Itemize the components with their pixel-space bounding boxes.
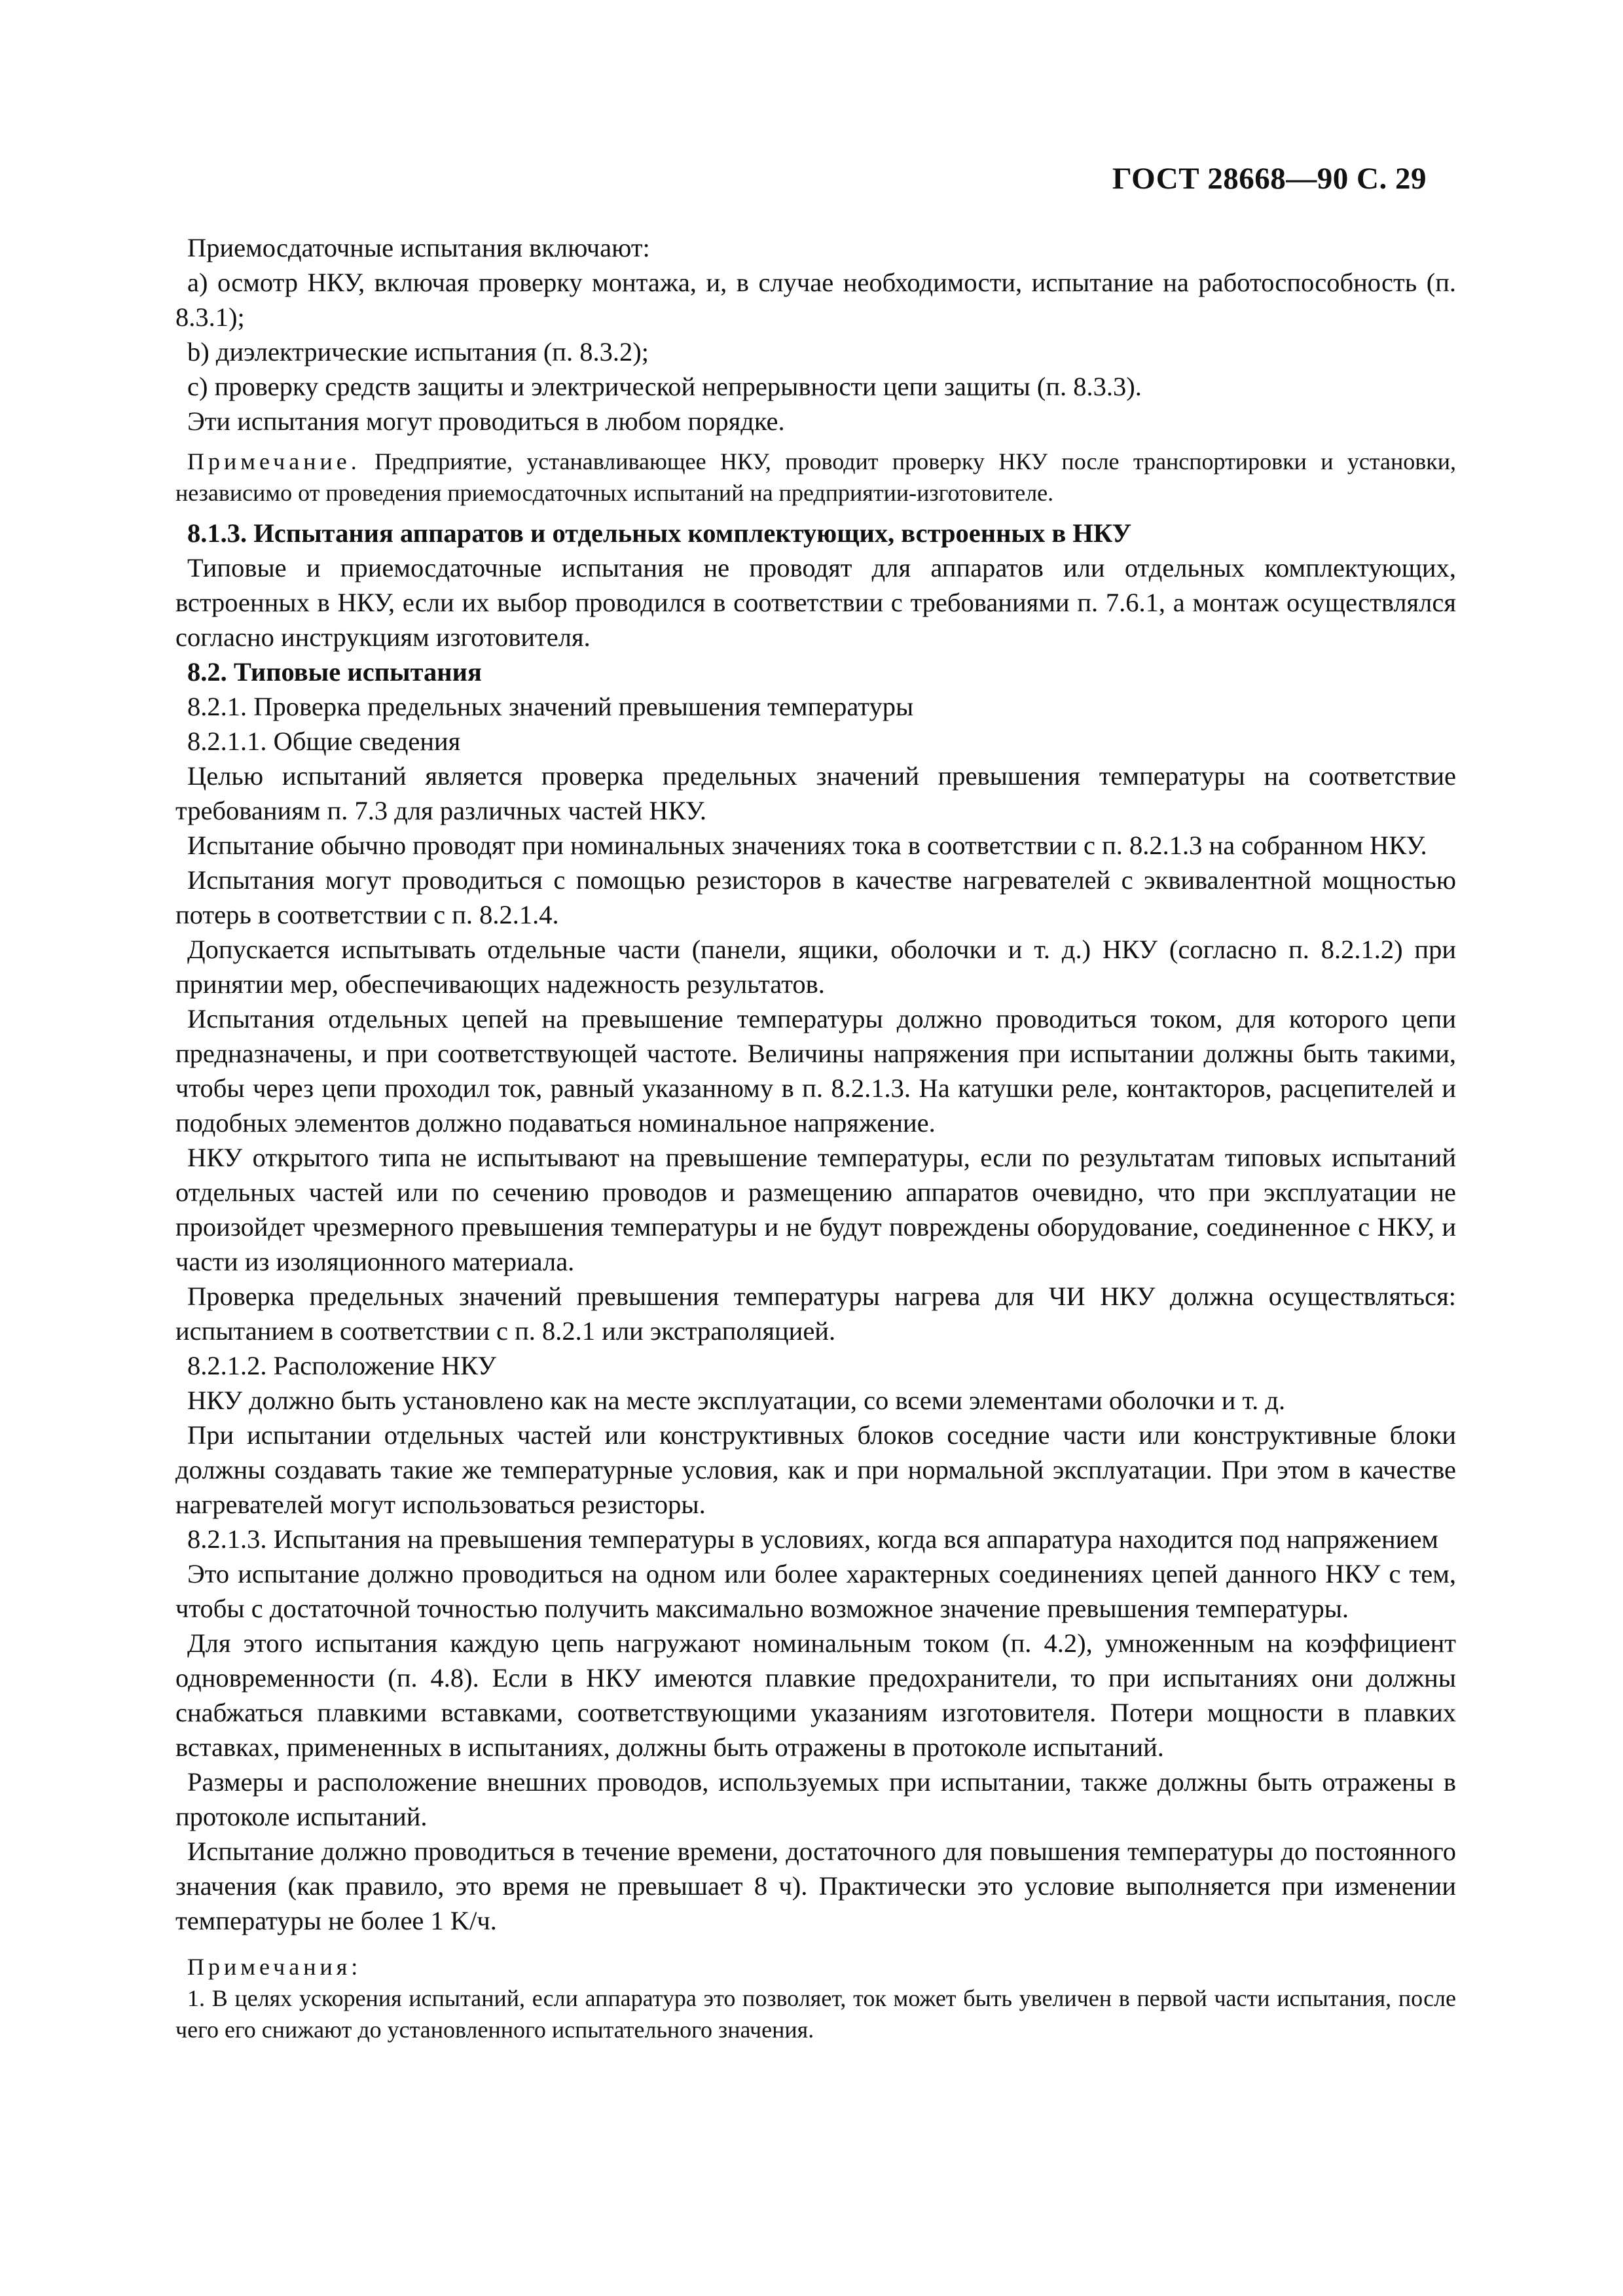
paragraph: НКУ открытого типа не испытывают на превышение температуры, если по результатам типовых испытаний отдельных частей или по сечению проводов и размещению аппаратов очевидно, что при эксплуатации не произойдет чрезмерного превышения температуры и не будут повреждены оборудование, соединенное с НКУ, и части из изоляционного материала. xyxy=(175,1143,1456,1276)
paragraph: НКУ должно быть установлено как на месте эксплуатации, со всеми элементами оболочки и т. д. xyxy=(187,1386,1286,1415)
paragraph: Типовые и приемосдаточные испытания не проводят для аппаратов или отдельных комплектующих, встроенных в НКУ, если их выбор проводился в соответствии с требованиями п. 7.6.1, а монтаж осуществлялся согласно инструкциям изготовителя. xyxy=(175,553,1456,652)
paragraph: Для этого испытания каждую цепь нагружают номинальным током (п. 4.2), умноженным на коэффициент одновременности (п. 4.8). Если в НКУ имеются плавкие предохранители, то при испытаниях они должны снабжаться плавкими вставками, соответствующими указаниям изготовителя. Потери мощности в плавких вставках, примененных в испытаниях, должны быть отражены в протоколе испытаний. xyxy=(175,1628,1456,1762)
section-heading-8-2: 8.2. Типовые испытания xyxy=(187,657,482,687)
note-item: 1. В целях ускорения испытаний, если аппаратура это позволяет, ток может быть увеличен в первой части испытания, после чего его снижают до установленного испытательного значения. xyxy=(175,1985,1456,2043)
note-label: Примечание. xyxy=(187,448,361,475)
page-content xyxy=(175,230,1456,2045)
paragraph: Испытание должно проводиться в течение времени, достаточного для повышения температуры до постоянного значения (как правило, это время не превышает 8 ч). Практически это условие выполняется при изменении температуры не более 1 K/ч. xyxy=(175,1837,1456,1935)
list-item-c: с) проверку средств защиты и электрической непрерывности цепи защиты (п. 8.3.3). xyxy=(187,372,1142,401)
paragraph: Размеры и расположение внешних проводов, используемых при испытании, также должны быть отражены в протоколе испытаний. xyxy=(175,1767,1456,1831)
subsection-heading: 8.2.1.2. Расположение НКУ xyxy=(187,1351,496,1380)
paragraph: Испытания могут проводиться с помощью резисторов в качестве нагревателей с эквивалентной мощностью потерь в соответствии с п. 8.2.1.4. xyxy=(175,865,1456,929)
subsection-heading: 8.2.1.3. Испытания на превышения температуры в условиях, когда вся аппаратура находится под напряжением xyxy=(187,1524,1438,1554)
paragraph: Приемосдаточные испытания включают: xyxy=(187,233,650,262)
notes-heading: Примечания: xyxy=(187,1954,362,1980)
list-item-b: b) диэлектрические испытания (п. 8.3.2); xyxy=(187,337,649,367)
paragraph: Допускается испытывать отдельные части (панели, ящики, оболочки и т. д.) НКУ (согласно п. 8.2.1.2) при принятии мер, обеспечивающих надежность результатов. xyxy=(175,935,1456,999)
subsection-heading: 8.2.1. Проверка предельных значений превышения температуры xyxy=(187,692,914,721)
paragraph: Испытание обычно проводят при номинальных значениях тока в соответствии с п. 8.2.1.3 на собранном НКУ. xyxy=(187,831,1427,860)
paragraph: Проверка предельных значений превышения температуры нагрева для ЧИ НКУ должна осуществляться: испытанием в соответствии с п. 8.2.1 или экстраполяцией. xyxy=(175,1282,1456,1346)
paragraph: Это испытание должно проводиться на одном или более характерных соединениях цепей данного НКУ с тем, чтобы с достаточной точностью получить максимально возможное значение превышения температуры. xyxy=(175,1559,1456,1623)
paragraph: Испытания отдельных цепей на превышение температуры должно проводиться током, для которого цепи предназначены, и при соответствующей частоте. Величины напряжения при испытании должны быть такими, чтобы через цепи проходил ток, равный указанному в п. 8.2.1.3. На катушки реле, контакторов, расцепителей и подобных элементов должно подаваться номинальное напряжение. xyxy=(175,1004,1456,1138)
list-item-a: а) осмотр НКУ, включая проверку монтажа, и, в случае необходимости, испытание на работоспособность (п. 8.3.1); xyxy=(175,268,1456,332)
paragraph: Эти испытания могут проводиться в любом порядке. xyxy=(187,406,785,436)
paragraph: Целью испытаний является проверка предельных значений превышения температуры на соответствие требованиям п. 7.3 для различных частей НКУ. xyxy=(175,761,1456,825)
subsection-heading: 8.2.1.1. Общие сведения xyxy=(187,726,461,756)
note-text: Предприятие, устанавливающее НКУ, проводит проверку НКУ после транспортировки и установки, независимо от проведения приемосдаточных испытаний на предприятии-изготовителе. xyxy=(175,448,1456,506)
paragraph: При испытании отдельных частей или конструктивных блоков соседние части или конструктивные блоки должны создавать такие же температурные условия, как и при нормальной эксплуатации. При этом в качестве нагревателей могут использоваться резисторы. xyxy=(175,1420,1456,1519)
page-header: ГОСТ 28668—90 С. 29 xyxy=(1112,162,1427,196)
note xyxy=(175,446,1456,509)
section-heading-8-1-3: 8.1.3. Испытания аппаратов и отдельных комплектующих, встроенных в НКУ xyxy=(187,518,1132,548)
